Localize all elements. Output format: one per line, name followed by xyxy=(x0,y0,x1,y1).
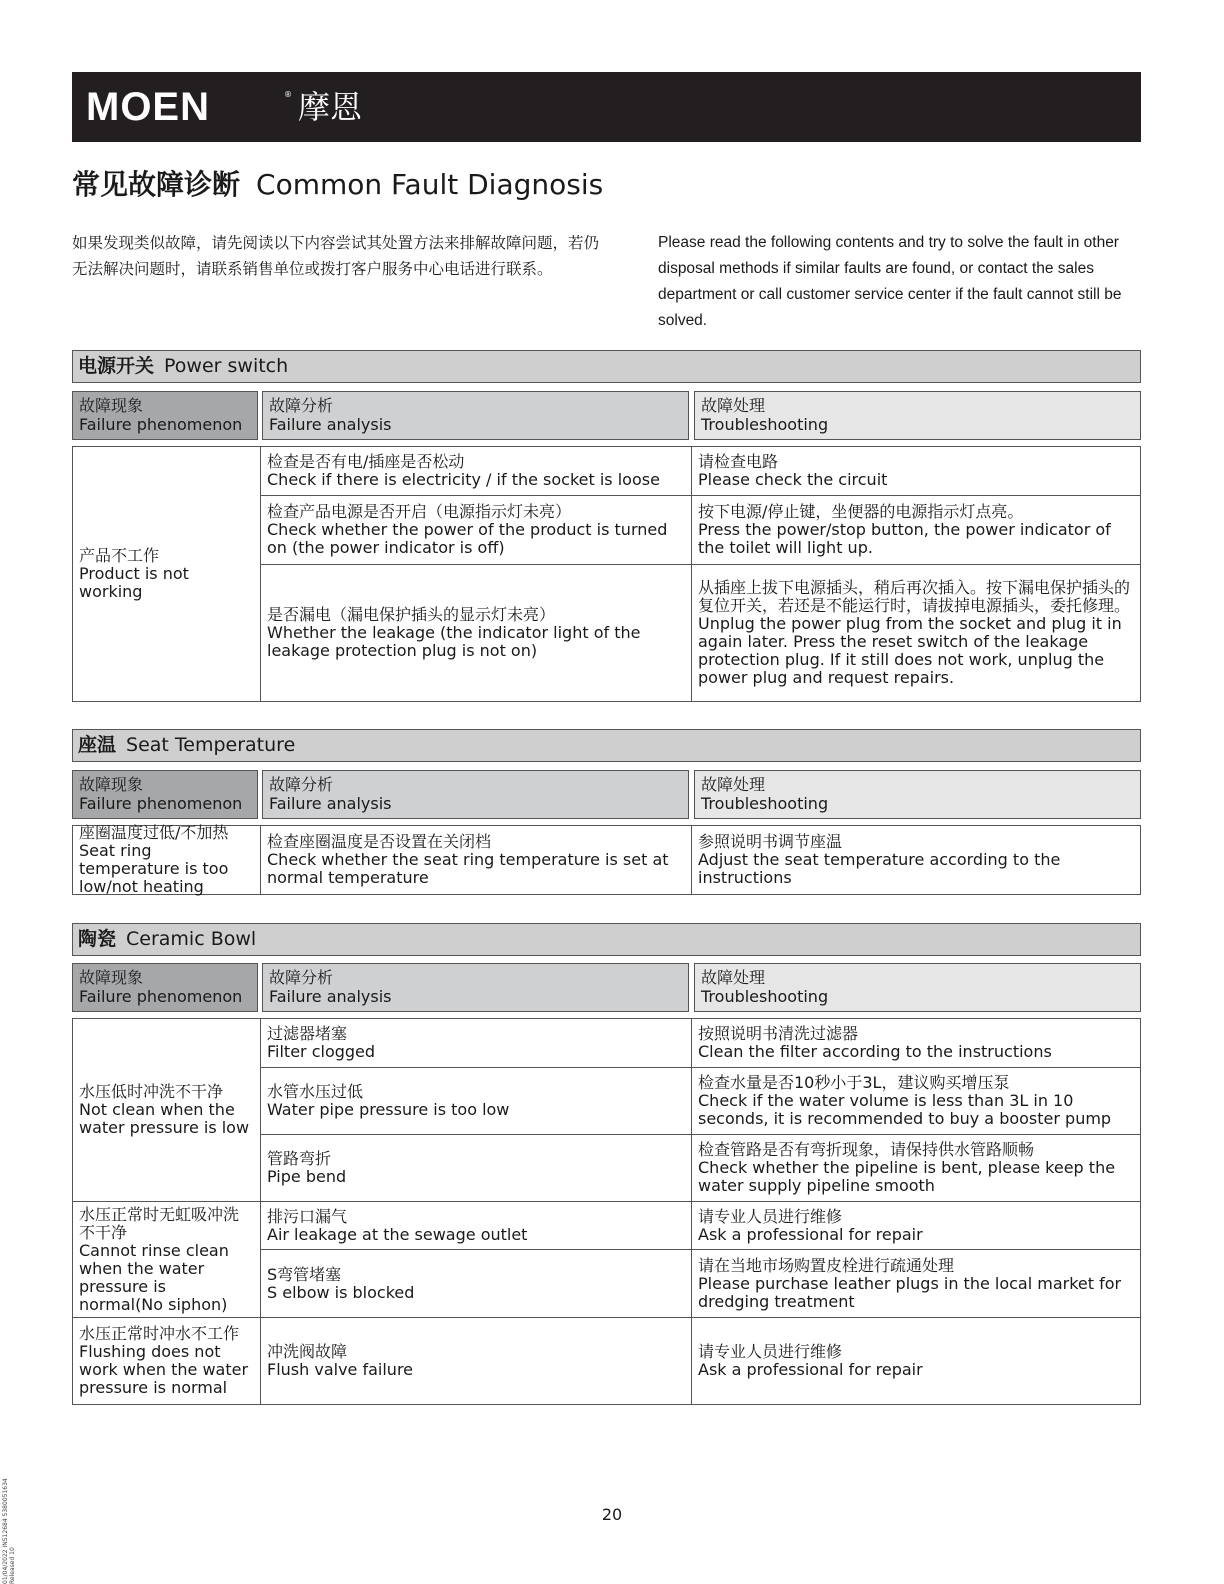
section-header-power xyxy=(72,350,1141,383)
fix-cn: 请检查电路 xyxy=(698,452,779,471)
phenomenon-cell xyxy=(73,1318,260,1404)
fix-cn: 按照说明书清洗过滤器 xyxy=(698,1024,859,1043)
section-title-en: Ceramic Bowl xyxy=(126,928,257,950)
column-header-en: Failure phenomenon xyxy=(79,987,243,1006)
analysis-cell xyxy=(261,1318,691,1404)
column-header-analysis xyxy=(262,770,689,819)
fix-en: Unplug the power plug from the socket and plug it in again later. Press the reset switch of the leakage protection plug. If it still does not work, unplug the power plug and request repairs. xyxy=(698,614,1122,687)
table-power-switch xyxy=(72,446,1141,702)
phenomenon-cn: 水压正常时无虹吸冲洗不干净 xyxy=(79,1204,240,1242)
phenomenon-en: Cannot rinse clean when the water pressure is normal(No siphon) xyxy=(79,1240,229,1314)
table-ceramic-bowl xyxy=(72,1018,1141,1405)
analysis-cell xyxy=(261,1068,691,1134)
column-header-analysis xyxy=(262,391,689,440)
fix-en: Ask a professional for repair xyxy=(698,1360,923,1379)
fix-cn: 请专业人员进行维修 xyxy=(698,1206,843,1226)
fix-cell xyxy=(692,496,1140,564)
column-header-troubleshooting xyxy=(694,391,1141,440)
section-title-cn: 陶瓷 xyxy=(78,928,117,950)
document-code: 01/04/2022 INS12684 5380051634 Released 10 xyxy=(2,1478,16,1584)
analysis-cn: 检查产品电源是否开启（电源指示灯未亮） xyxy=(267,502,572,521)
phenomenon-cn: 水压低时冲洗不干净 xyxy=(79,1082,224,1101)
fix-cn: 按下电源/停止键，坐便器的电源指示灯点亮。 xyxy=(698,502,1024,521)
analysis-cell xyxy=(261,565,691,701)
column-header-en: Troubleshooting xyxy=(701,987,829,1006)
phenomenon-cn: 水压正常时冲水不工作 xyxy=(79,1324,240,1343)
analysis-en: Air leakage at the sewage outlet xyxy=(267,1224,528,1244)
fix-en: Ask a professional for repair xyxy=(698,1224,923,1244)
column-header-en: Troubleshooting xyxy=(701,415,829,434)
brand-logo: MOEN xyxy=(86,85,210,129)
section-title-cn: 电源开关 xyxy=(78,355,155,377)
fix-en: Clean the filter according to the instructions xyxy=(698,1042,1052,1061)
analysis-en: Pipe bend xyxy=(267,1167,347,1186)
analysis-en: Filter clogged xyxy=(267,1042,376,1061)
intro-text-cn: 如果发现类似故障，请先阅读以下内容尝试其处置方法来排解故障问题，若仍无法解决问题时，请联系销售单位或拨打客户服务中心电话进行联系。 xyxy=(72,234,600,278)
brand-registered-mark: ® xyxy=(284,90,292,99)
fix-cn: 请在当地市场购置皮栓进行疏通处理 xyxy=(698,1255,955,1275)
analysis-cn: 检查是否有电/插座是否松动 xyxy=(267,452,465,471)
page-title-en: Common Fault Diagnosis xyxy=(256,168,604,201)
analysis-cn: 冲洗阀故障 xyxy=(267,1342,348,1361)
column-header-cn: 故障分析 xyxy=(269,968,334,987)
page-title xyxy=(72,166,603,204)
column-header-troubleshooting xyxy=(694,770,1141,819)
fix-cn: 从插座上拔下电源插头，稍后再次插入。按下漏电保护插头的复位开关，若还是不能运行时，请拔掉电源插头，委托修理。 xyxy=(698,578,1131,615)
fix-en: Please check the circuit xyxy=(698,470,888,489)
phenomenon-en: Seat ring temperature is too low/not heating xyxy=(79,841,229,896)
column-header-phenomenon xyxy=(72,391,258,440)
column-header-en: Troubleshooting xyxy=(701,794,829,813)
fix-cell xyxy=(692,1318,1140,1404)
column-header-cn: 故障处理 xyxy=(701,775,766,794)
column-header-en: Failure phenomenon xyxy=(79,794,243,813)
column-header-cn: 故障现象 xyxy=(79,968,144,987)
phenomenon-cn: 座圈温度过低/不加热 xyxy=(79,823,229,842)
analysis-cell xyxy=(261,1202,691,1249)
fix-en: Check if the water volume is less than 3L in 10 seconds, it is recommended to buy a booster pump xyxy=(698,1091,1112,1128)
column-header-en: Failure phenomenon xyxy=(79,415,243,434)
analysis-cell xyxy=(261,447,691,495)
column-header-en: Failure analysis xyxy=(269,415,392,434)
section-title-cn: 座温 xyxy=(78,734,117,756)
column-header-en: Failure analysis xyxy=(269,987,392,1006)
column-header-troubleshooting xyxy=(694,963,1141,1012)
column-header-phenomenon xyxy=(72,770,258,819)
fix-cell xyxy=(692,447,1140,495)
analysis-cn: 排污口漏气 xyxy=(267,1206,348,1226)
analysis-cell xyxy=(261,496,691,564)
fix-cn: 请专业人员进行维修 xyxy=(698,1342,843,1361)
analysis-en: Check if there is electricity / if the socket is loose xyxy=(267,470,660,489)
page-number: 20 xyxy=(601,1505,623,1524)
brand-logo-cn: 摩恩 xyxy=(298,88,363,126)
section-title-en: Power switch xyxy=(164,355,289,377)
fix-cell xyxy=(692,1068,1140,1134)
fix-en: Adjust the seat temperature according to the instructions xyxy=(698,850,1061,887)
analysis-en: Flush valve failure xyxy=(267,1360,414,1379)
analysis-cn: 过滤器堵塞 xyxy=(267,1024,348,1043)
fix-cell xyxy=(692,1250,1140,1317)
fix-cn: 检查水量是否10秒小于3L，建议购买增压泵 xyxy=(698,1073,1010,1092)
section-title-en: Seat Temperature xyxy=(126,734,296,756)
fix-cell xyxy=(692,1202,1140,1249)
column-header-cn: 故障分析 xyxy=(269,396,334,415)
phenomenon-en: Not clean when the water pressure is low xyxy=(79,1100,250,1137)
analysis-en: Check whether the seat ring temperature is set at normal temperature xyxy=(267,850,669,887)
analysis-cn: S弯管堵塞 xyxy=(267,1264,342,1284)
fix-en: Press the power/stop button, the power indicator of the toilet will light up. xyxy=(698,520,1111,557)
fix-cn: 检查管路是否有弯折现象，请保持供水管路顺畅 xyxy=(698,1140,1035,1159)
column-header-phenomenon xyxy=(72,963,258,1012)
analysis-cell xyxy=(261,1019,691,1067)
phenomenon-en: Flushing does not work when the water pressure is normal xyxy=(79,1342,249,1397)
analysis-en: Whether the leakage (the indicator light of the leakage protection plug is not on) xyxy=(267,623,641,660)
fix-cell xyxy=(692,1019,1140,1067)
fix-en: Please purchase leather plugs in the local market for dredging treatment xyxy=(698,1273,1122,1311)
fix-en: Check whether the pipeline is bent, please keep the water supply pipeline smooth xyxy=(698,1158,1116,1195)
table-seat-temperature xyxy=(72,825,1141,895)
fix-cell xyxy=(692,565,1140,701)
phenomenon-cell xyxy=(73,1202,260,1317)
section-header-bowl xyxy=(72,923,1141,956)
column-header-en: Failure analysis xyxy=(269,794,392,813)
analysis-cn: 管路弯折 xyxy=(267,1149,332,1168)
column-header-cn: 故障现象 xyxy=(79,775,144,794)
analysis-en: S elbow is blocked xyxy=(267,1282,415,1302)
column-header-cn: 故障处理 xyxy=(701,968,766,987)
analysis-cn: 是否漏电（漏电保护插头的显示灯未亮） xyxy=(267,605,556,624)
analysis-en: Check whether the power of the product is turned on (the power indicator is off) xyxy=(267,520,668,557)
phenomenon-cell xyxy=(73,447,260,701)
column-header-cn: 故障现象 xyxy=(79,396,144,415)
analysis-cn: 水管水压过低 xyxy=(267,1082,364,1101)
column-header-cn: 故障处理 xyxy=(701,396,766,415)
column-header-cn: 故障分析 xyxy=(269,775,334,794)
phenomenon-cell xyxy=(73,1019,260,1201)
analysis-cell xyxy=(261,1250,691,1317)
phenomenon-en: Product is not working xyxy=(79,564,189,601)
page-title-cn: 常见故障诊断 xyxy=(72,168,241,201)
analysis-cell xyxy=(261,1135,691,1201)
fix-cell xyxy=(692,1135,1140,1201)
brand-header xyxy=(72,72,1141,142)
analysis-en: Water pipe pressure is too low xyxy=(267,1100,510,1119)
analysis-cn: 检查座圈温度是否设置在关闭档 xyxy=(267,832,492,851)
analysis-cell xyxy=(261,826,691,894)
column-header-analysis xyxy=(262,963,689,1012)
phenomenon-cn: 产品不工作 xyxy=(79,546,160,565)
section-header-seat xyxy=(72,729,1141,762)
phenomenon-cell xyxy=(73,823,260,896)
fix-cn: 参照说明书调节座温 xyxy=(698,832,843,851)
intro-text-en: Please read the following contents and try to solve the fault in other disposal methods if similar faults are found, or contact the sales department or call customer service center if the fault cannot still be solved. xyxy=(658,234,1122,329)
fix-cell xyxy=(692,826,1140,894)
